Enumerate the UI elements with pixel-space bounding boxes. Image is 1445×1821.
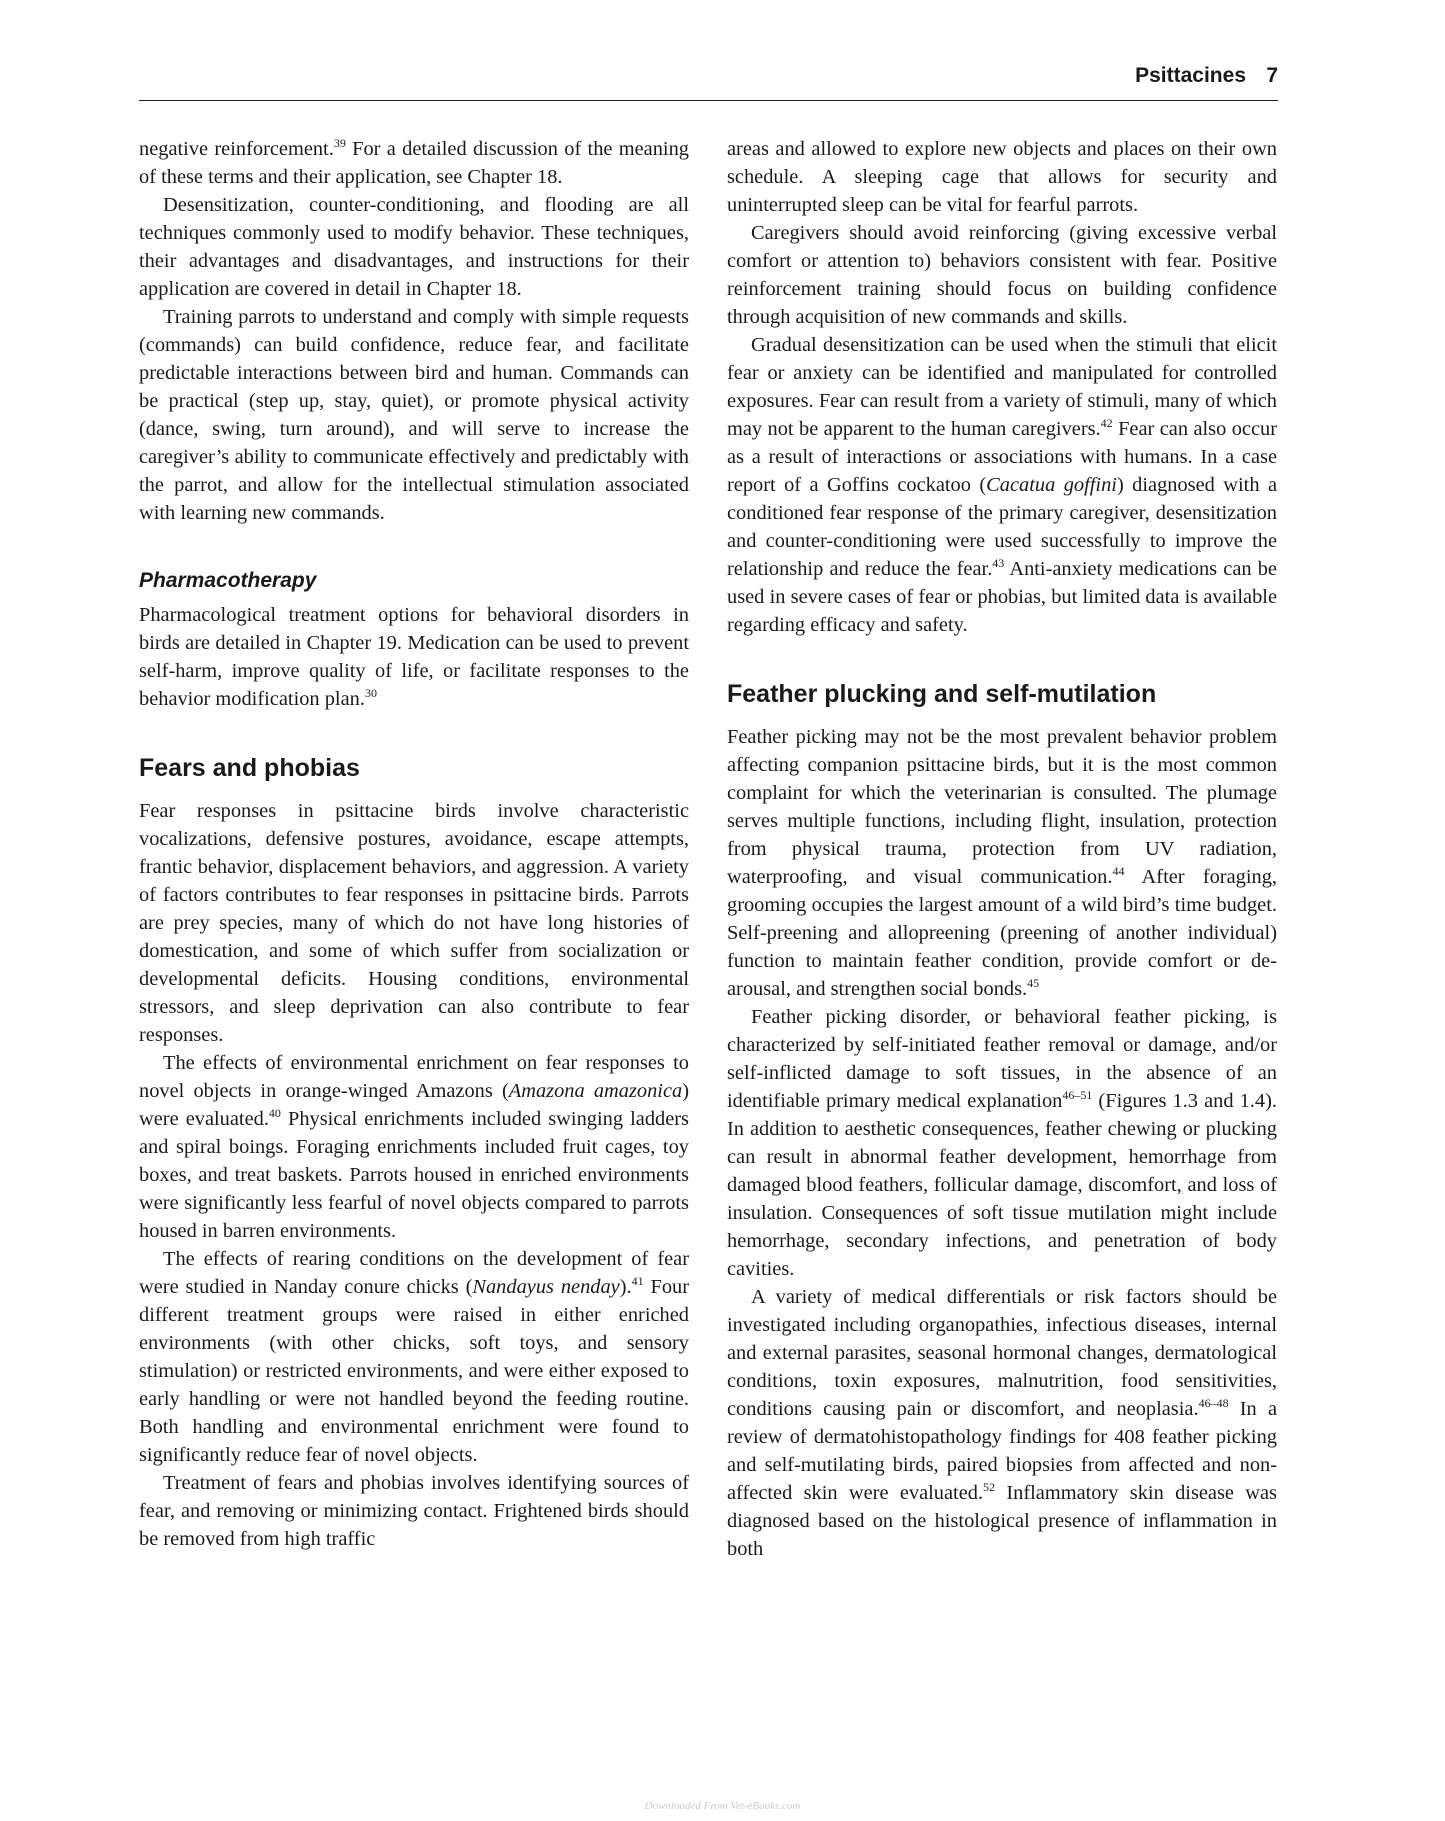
running-head xyxy=(139,62,1278,101)
section-heading-feather-plucking: Feather plucking and self-mutilation xyxy=(727,680,1157,708)
paragraph: Treatment of fears and phobias involves identifying sources of fear, and removing or minimizing contact. Frightened birds should be removed from high traffic xyxy=(139,1472,689,1550)
running-head-title: Psittacines xyxy=(1135,64,1246,87)
paragraph: areas and allowed to explore new objects and places on their own schedule. A sleeping cage that allows for security and uninterrupted sleep can be vital for fearful parrots. xyxy=(727,138,1277,216)
paragraph: Pharmacological treatment options for behavioral disorders in birds are detailed in Chapter 19. Medication can be used to prevent self-harm, improve quality of life, or facilitate responses to the behavior modification plan.$^{30}$ xyxy=(139,604,689,710)
section-heading-fears-and-phobias: Fears and phobias xyxy=(139,754,360,782)
citation[interactable]: 41 xyxy=(631,1274,644,1288)
paragraph: Training parrots to understand and comply with simple requests (commands) can build confidence, reduce fear, and facilitate predictable interactions between bird and human. Commands can be practical (step up, stay, quiet), or promote physical activity (dance, swing, turn around), and will serve to increase the caregiver’s ability to communicate effectively and predictably with the parrot, and allow for the intellectual stimulation associated with learning new commands. xyxy=(139,306,689,524)
citation[interactable]: 39 xyxy=(333,136,346,150)
right-column xyxy=(727,135,1277,1563)
citation[interactable]: 44 xyxy=(1112,864,1125,878)
species-name: Amazona amazonica xyxy=(508,1080,683,1102)
citation[interactable]: 46–48 xyxy=(1198,1396,1229,1410)
footer-watermark: Downloaded From Vet-eBooks.com xyxy=(644,1800,801,1812)
paragraph: The effects of rearing conditions on the development of fear were studied in Nanday conure chicks (Nandayus nenday).$^{41}$ Four different treatment groups were raised in either enriched environments (with other chicks, soft toys, and sensory stimulation) or restricted environments, and were either exposed to early handling or were not handled beyond the feeding routine. Both handling and environmental enrichment were found to significantly reduce fear of novel objects. xyxy=(139,1248,690,1466)
citation[interactable]: 30 xyxy=(364,686,377,700)
species-name: Nandayus nenday xyxy=(472,1276,620,1298)
page-number: 7 xyxy=(1266,64,1278,87)
citation[interactable]: 43 xyxy=(992,556,1005,570)
citation[interactable]: 45 xyxy=(1027,976,1040,990)
paragraph: Feather picking disorder, or behavioral feather picking, is characterized by self-initiated feather removal or damage, and/or self-inflicted damage to soft tissues, in the absence of an identifiable primary medical explanation$^{46-51}$ (Figures 1.3 and 1.4). In addition to aesthetic consequences, feather chewing or plucking can result in abnormal feather development, hemorrhage from damaged blood feathers, follicular damage, discomfort, and loss of insulation. Consequences of soft tissue mutilation might include hemorrhage, secondary infections, and penetration of body cavities. xyxy=(727,1006,1277,1280)
citation[interactable]: 42 xyxy=(1100,416,1113,430)
paragraph: Feather picking may not be the most prevalent behavior problem affecting companion psittacine birds, but it is the most common complaint for which the veterinarian is consulted. The plumage serves multiple functions, including flight, insulation, protection from physical trauma, protection from UV radiation, waterproofing, and visual communication.$^{44}$ After foraging, grooming occupies the largest amount of a wild bird’s time budget. Self-preening and allopreening (preening of another individual) function to maintain feather condition, provide comfort or de-arousal, and strengthen social bonds.$^{45}$ xyxy=(727,726,1277,1000)
left-column xyxy=(139,135,689,1553)
paragraph: Fear responses in psittacine birds involve characteristic vocalizations, defensive postures, avoidance, escape attempts, frantic behavior, displacement behaviors, and aggression. A variety of factors contributes to fear responses in psittacine birds. Parrots are prey species, many of which do not have long histories of domestication, and some of which suffer from socialization or developmental deficits. Housing conditions, environmental stressors, and sleep deprivation can also contribute to fear responses. xyxy=(139,800,689,1046)
subsection-heading-pharmacotherapy: Pharmacotherapy xyxy=(139,569,317,592)
paragraph: Gradual desensitization can be used when the stimuli that elicit fear or anxiety can be identified and manipulated for controlled exposures. Fear can result from a variety of stimuli, many of which may not be apparent to the human caregivers.$^{42}$ Fear can also occur as a result of interactions or associations with humans. In a case report of a Goffins cockatoo (Cacatua goffini) diagnosed with a conditioned fear response of the primary caregiver, desensitization and counter-conditioning were used successfully to improve the relationship and reduce the fear.$^{43}$ Anti-anxiety medications can be used in severe cases of fear or phobias, but limited data is available regarding efficacy and safety. xyxy=(727,334,1277,636)
citation[interactable]: 52 xyxy=(983,1480,996,1494)
paragraph: negative reinforcement.$^{39}$ For a detailed discussion of the meaning of these terms and their application, see Chapter 18. xyxy=(139,136,689,188)
species-name: Cacatua goffini xyxy=(986,474,1117,496)
paragraph: The effects of environmental enrichment on fear responses to novel objects in orange-winged Amazons (Amazona amazonica) were evaluated.$^{40}$ Physical enrichments included swinging ladders and spiral boings. Foraging enrichments included fruit cages, toy boxes, and treat baskets. Parrots housed in enriched environments were significantly less fearful of novel objects compared to parrots housed in barren environments. xyxy=(139,1052,689,1242)
paragraph: Caregivers should avoid reinforcing (giving excessive verbal comfort or attention to) behaviors consistent with fear. Positive reinforcement training should focus on building confidence through acquisition of new commands and skills. xyxy=(727,222,1277,328)
paragraph: Desensitization, counter-conditioning, and flooding are all techniques commonly used to modify behavior. These techniques, their advantages and disadvantages, and instructions for their application are covered in detail in Chapter 18. xyxy=(139,194,689,300)
paragraph: A variety of medical differentials or risk factors should be investigated including organopathies, infectious diseases, internal and external parasites, seasonal hormonal changes, dermatological conditions, toxin exposures, malnutrition, food sensitivities, conditions causing pain or discomfort, and neoplasia.$^{46-48}$ In a review of dermatohistopathology findings for 408 feather picking and self-mutilating birds, paired biopsies from affected and non-affected skin were evaluated.$^{52}$ Inflammatory skin disease was diagnosed based on the histological presence of inflammation in both xyxy=(727,1286,1278,1560)
citation[interactable]: 46–51 xyxy=(1062,1088,1093,1102)
citation[interactable]: 40 xyxy=(268,1106,281,1120)
